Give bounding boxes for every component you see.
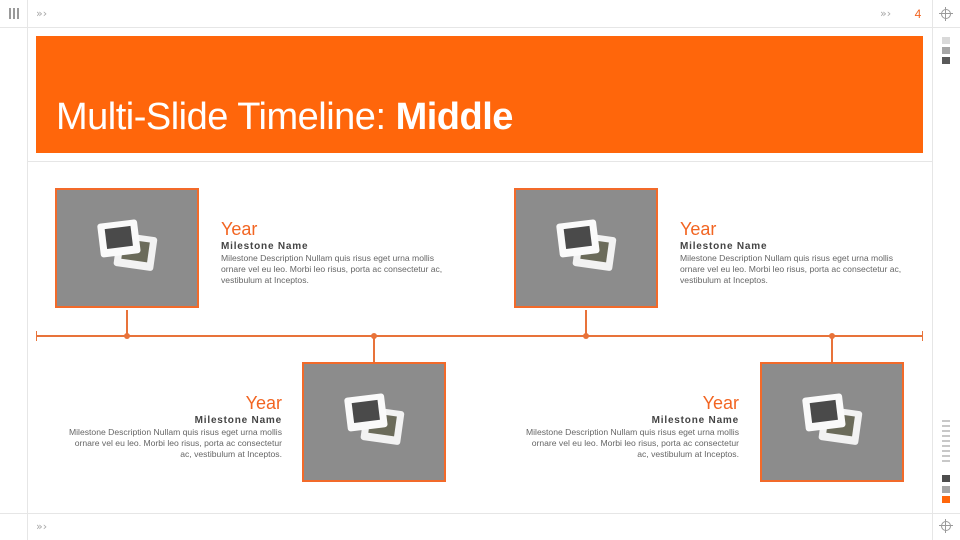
frame-left-rule: [27, 0, 28, 540]
timeline-connector: [126, 310, 128, 336]
milestone-name: Milestone Name: [651, 415, 739, 426]
frame-right-rule: [932, 0, 933, 540]
photo-slides-icon: [799, 392, 869, 452]
photo-slides-icon: [94, 218, 164, 278]
timeline-connector: [373, 336, 375, 362]
milestone-2: [61, 393, 282, 460]
swatch-dark-gray[interactable]: [942, 57, 950, 64]
milestone-1: [221, 219, 443, 286]
photo-placeholder[interactable]: [514, 188, 658, 308]
expand-right-chevrons-icon[interactable]: »›: [880, 7, 892, 20]
thumbnail-line: [942, 430, 950, 432]
header-bottom-rule: [28, 161, 932, 162]
milestone-year: Year: [221, 219, 258, 239]
crosshair-top-icon[interactable]: [939, 7, 953, 21]
milestone-description: Milestone Description Nullam quis risus eget urna mollis ornare vel eu leo. Morbi leo risus, porta ac consectetur ac, vestibulum at Inceptos.: [680, 253, 902, 285]
title-banner: [36, 36, 923, 153]
thumbnail-line: [942, 435, 950, 437]
expand-bottom-chevrons-icon[interactable]: »›: [36, 520, 48, 533]
thumbnail-line: [942, 455, 950, 457]
swatch-light-gray[interactable]: [942, 37, 950, 44]
timeline-end-tick: [922, 331, 923, 341]
photo-slides-icon: [553, 218, 623, 278]
thumbnail-line: [942, 460, 950, 462]
milestone-3: [680, 219, 902, 286]
milestone-description: Milestone Description Nullam quis risus eget urna mollis ornare vel eu leo. Morbi leo risus, porta ac consectetur ac, vestibulum at Inceptos.: [221, 253, 443, 285]
thumbnail-line: [942, 450, 950, 452]
milestone-name: Milestone Name: [680, 241, 768, 252]
photo-placeholder[interactable]: [760, 362, 904, 482]
thumbnail-line: [942, 445, 950, 447]
timeline-start-tick: [36, 331, 37, 341]
title-light: Multi-Slide Timeline:: [56, 96, 396, 138]
milestone-description: Milestone Description Nullam quis risus eget urna mollis ornare vel eu leo. Morbi leo risus, porta ac consectetur ac, vestibulum at Inceptos.: [68, 427, 282, 459]
page-title: [56, 96, 513, 139]
milestone-year: Year: [245, 393, 282, 413]
timeline-connector: [585, 310, 587, 336]
photo-placeholder[interactable]: [302, 362, 446, 482]
photo-slides-icon: [341, 392, 411, 452]
swatch-gray[interactable]: [942, 486, 950, 493]
thumbnail-line: [942, 425, 950, 427]
milestone-name: Milestone Name: [194, 415, 282, 426]
milestone-description: Milestone Description Nullam quis risus eget urna mollis ornare vel eu leo. Morbi leo risus, porta ac consectetur ac, vestibulum at Inceptos.: [525, 427, 739, 459]
milestone-4: [518, 393, 739, 460]
swatch-mid-gray[interactable]: [942, 47, 950, 54]
thumbnail-line: [942, 420, 950, 422]
frame-bottom-rule: [0, 513, 960, 514]
milestone-year: Year: [680, 219, 717, 239]
frame-top-rule: [0, 27, 960, 28]
crosshair-bottom-icon[interactable]: [939, 519, 953, 533]
slide-number: 4: [914, 7, 922, 21]
timeline-axis: [37, 335, 923, 337]
thumbnail-line: [942, 440, 950, 442]
title-bold: Middle: [395, 96, 513, 138]
milestone-year: Year: [702, 393, 739, 413]
bars-icon[interactable]: [9, 8, 19, 21]
milestone-name: Milestone Name: [221, 241, 309, 252]
swatch-orange[interactable]: [942, 496, 950, 503]
timeline-connector: [831, 336, 833, 362]
photo-placeholder[interactable]: [55, 188, 199, 308]
swatch-charcoal[interactable]: [942, 475, 950, 482]
expand-left-chevrons-icon[interactable]: »›: [36, 7, 48, 20]
